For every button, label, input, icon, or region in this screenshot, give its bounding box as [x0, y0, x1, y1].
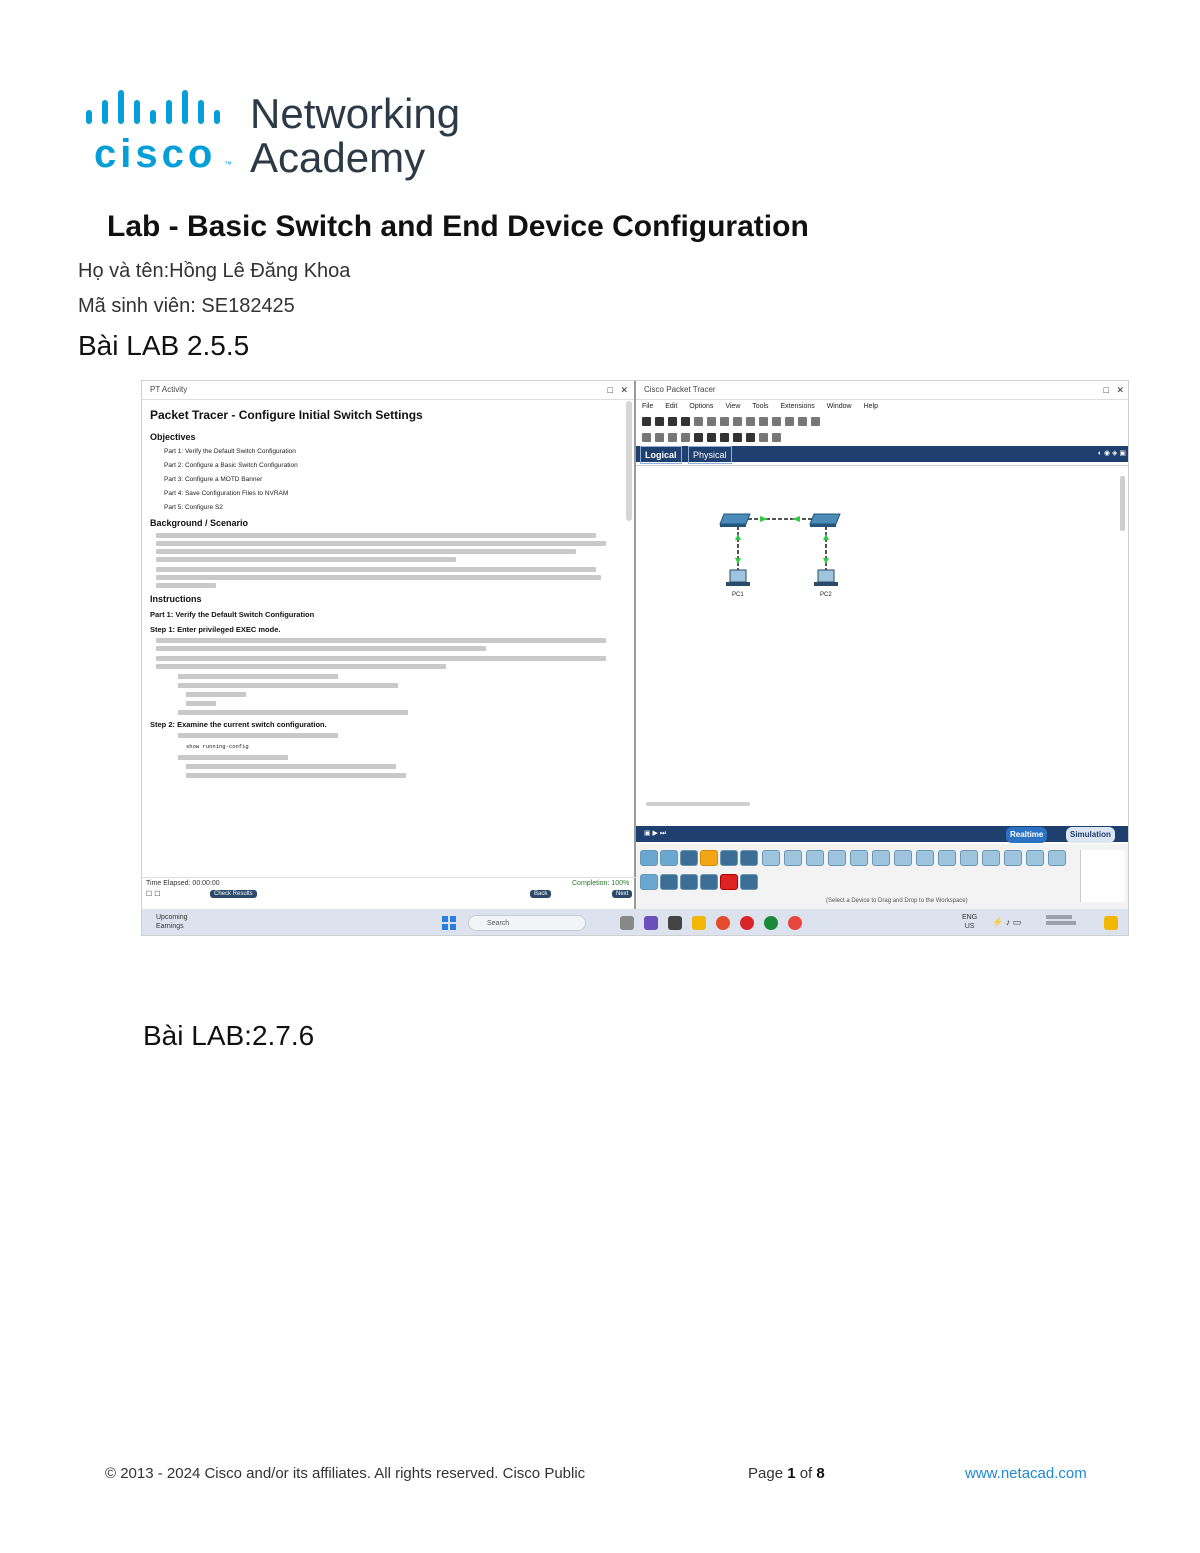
- ellipse-icon[interactable]: [733, 433, 742, 442]
- trademark-mark: ™: [224, 160, 232, 169]
- device-category-icon[interactable]: [720, 850, 738, 866]
- device-subcategory-icon[interactable]: [680, 874, 698, 890]
- device-category-icon[interactable]: [660, 850, 678, 866]
- page-current: 1: [787, 1465, 796, 1482]
- taskbar-clock[interactable]: [1046, 913, 1076, 927]
- file-explorer-icon[interactable]: [692, 916, 706, 930]
- router-model-icon[interactable]: [982, 850, 1000, 866]
- window-controls-icon[interactable]: □ ✕: [1103, 385, 1124, 395]
- browser-icon[interactable]: [716, 916, 730, 930]
- step2-command: show running-config: [186, 743, 249, 750]
- system-tray-icons[interactable]: ⚡ ♪ ▭: [992, 917, 1022, 927]
- doc-title: Packet Tracer - Configure Initial Switch Settings: [150, 408, 423, 422]
- lightning-connections-icon[interactable]: [700, 850, 718, 866]
- secondary-toolbar: [636, 430, 1129, 446]
- pc2-icon: [814, 570, 838, 586]
- chrome-icon[interactable]: [788, 916, 802, 930]
- mode-bar: [636, 826, 1129, 842]
- menu-view[interactable]: View: [725, 403, 741, 410]
- router-model-icon[interactable]: [1048, 850, 1066, 866]
- packet-tracer-screenshot: [141, 380, 1129, 936]
- device-category-icon[interactable]: [640, 850, 658, 866]
- menu-extensions[interactable]: Extensions: [780, 403, 815, 410]
- background-heading: Background / Scenario: [150, 518, 249, 528]
- section-heading-lab-2-5-5: Bài LAB 2.5.5: [78, 330, 250, 361]
- instructions-heading: Instructions: [150, 594, 202, 604]
- taskbar-weather-title: Upcoming: [156, 914, 188, 921]
- router-model-icon[interactable]: [784, 850, 802, 866]
- activity-wizard-icon[interactable]: [694, 417, 703, 426]
- zoom-in-icon[interactable]: [759, 417, 768, 426]
- copy-icon[interactable]: [707, 417, 716, 426]
- network-topology: [636, 466, 1129, 816]
- main-toolbar: [636, 414, 1129, 430]
- undo-icon[interactable]: [733, 417, 742, 426]
- menu-window[interactable]: Window: [826, 403, 852, 410]
- page-prefix: Page: [748, 1465, 788, 1482]
- taskbar-lang-sub: US: [964, 923, 975, 930]
- page-title: Lab - Basic Switch and End Device Configuration: [107, 210, 809, 243]
- pdu-list-panel[interactable]: [1080, 850, 1125, 902]
- menu-file[interactable]: File: [642, 403, 654, 410]
- task-view-icon[interactable]: [620, 916, 634, 930]
- app-icon[interactable]: [668, 916, 682, 930]
- step2-heading: Step 2: Examine the current switch configuration.: [150, 720, 327, 729]
- logical-workspace[interactable]: [636, 465, 1129, 816]
- footer-page-number: [748, 1465, 825, 1482]
- device-subcategory-icon[interactable]: [740, 874, 758, 890]
- cisco-networking-academy-logo: [82, 88, 482, 183]
- page-mid: of: [795, 1465, 817, 1482]
- device-tray: [636, 844, 1129, 909]
- pt-activity-titlebar: [142, 381, 634, 400]
- footer-url-link[interactable]: www.netacad.com: [965, 1465, 1087, 1482]
- logo-networking: Networking: [250, 90, 461, 137]
- router-model-icon[interactable]: [806, 850, 824, 866]
- section-heading-lab-2-7-6: Bài LAB:2.7.6: [143, 1020, 315, 1051]
- zoom-reset-icon[interactable]: [772, 417, 781, 426]
- router-model-icon[interactable]: [960, 850, 978, 866]
- router-model-icon[interactable]: [828, 850, 846, 866]
- objective-item: Part 2: Configure a Basic Switch Configuration: [164, 462, 298, 469]
- document-scrollbar[interactable]: [626, 401, 632, 521]
- page-total: 8: [816, 1465, 825, 1482]
- menu-tools[interactable]: Tools: [752, 403, 769, 410]
- notification-icon[interactable]: [1104, 916, 1118, 930]
- device-subcategory-icon[interactable]: [660, 874, 678, 890]
- print-icon[interactable]: [681, 417, 690, 426]
- check-results-button[interactable]: Check Results: [210, 890, 257, 898]
- freeform-icon[interactable]: [746, 433, 755, 442]
- draw-line-icon[interactable]: [707, 433, 716, 442]
- inspect-icon[interactable]: [655, 433, 664, 442]
- windows-start-icon[interactable]: [442, 916, 456, 930]
- taskbar-lang: ENG: [962, 914, 978, 921]
- step2-question: [150, 764, 626, 769]
- pc1-icon: [726, 570, 750, 586]
- router-model-icon[interactable]: [1026, 850, 1044, 866]
- switch-s2-icon: [810, 514, 840, 527]
- open-file-icon[interactable]: [655, 417, 664, 426]
- paste-icon[interactable]: [720, 417, 729, 426]
- router-model-icon[interactable]: [938, 850, 956, 866]
- step1-paragraph-2: [150, 656, 626, 669]
- logo-academy: Academy: [250, 134, 426, 181]
- router-model-icon[interactable]: [762, 850, 780, 866]
- packet-tracer-title: Cisco Packet Tracer: [644, 385, 716, 394]
- browser-icon[interactable]: [740, 916, 754, 930]
- activity-footer: [142, 877, 636, 910]
- objective-item: Part 4: Save Configuration Files to NVRAM: [164, 490, 289, 497]
- menu-options[interactable]: Options: [689, 403, 714, 410]
- objective-item: Part 1: Verify the Default Switch Configuration: [164, 448, 296, 455]
- device-category-icon[interactable]: [740, 850, 758, 866]
- next-button[interactable]: Next: [612, 890, 632, 898]
- step1-heading: Step 1: Enter privileged EXEC mode.: [150, 625, 281, 634]
- simulation-mode-button[interactable]: Simulation: [1066, 827, 1115, 843]
- device-subcategory-icon[interactable]: [720, 874, 738, 890]
- step1-substep: [150, 701, 626, 706]
- instructions-document: [142, 400, 634, 788]
- new-file-icon[interactable]: [642, 417, 651, 426]
- router-model-icon[interactable]: [894, 850, 912, 866]
- step2-substep: [150, 755, 626, 760]
- complex-pdu-icon[interactable]: [772, 433, 781, 442]
- footer-url-wrap: [965, 1465, 1087, 1482]
- step1-paragraph: [150, 638, 626, 651]
- router-model-icon[interactable]: [1004, 850, 1022, 866]
- step2-question: [150, 773, 626, 778]
- viewport-controls-icon[interactable]: ◐ ◉ ◈ ▣: [1097, 450, 1126, 457]
- palette-icon[interactable]: [798, 417, 807, 426]
- step1-substep: [150, 683, 626, 688]
- footer-copyright: © 2013 - 2024 Cisco and/or its affiliates. All rights reserved. Cisco Public: [105, 1465, 586, 1482]
- menu-bar: [636, 400, 1129, 414]
- note-icon[interactable]: [694, 433, 703, 442]
- custom-device-icon[interactable]: [811, 417, 820, 426]
- windows-taskbar: [142, 909, 1129, 936]
- menu-help[interactable]: Help: [863, 403, 878, 410]
- taskbar-search-input[interactable]: Search: [468, 915, 586, 931]
- save-icon[interactable]: [668, 417, 677, 426]
- time-elapsed: Time Elapsed: 00:00:00: [146, 880, 220, 887]
- back-button[interactable]: Back: [530, 890, 551, 898]
- packet-tracer-titlebar: [636, 381, 1129, 400]
- pt-activity-window: [142, 381, 636, 909]
- pc1-label: PC1: [732, 592, 744, 598]
- step1-substep: [150, 710, 626, 715]
- background-note: [150, 567, 626, 588]
- rectangle-icon[interactable]: [720, 433, 729, 442]
- step1-substep: [150, 692, 626, 697]
- window-controls-icon[interactable]: □ ✕: [607, 385, 628, 395]
- student-id: Mã sinh viên: SE182425: [78, 295, 295, 317]
- workspace-scrollbar: [1120, 476, 1125, 531]
- objectives-heading: Objectives: [150, 432, 196, 442]
- device-category-icon[interactable]: [680, 850, 698, 866]
- objective-item: Part 5: Configure S2: [164, 504, 223, 511]
- pt-activity-title: PT Activity: [150, 385, 188, 394]
- device-tray-hint: (Select a Device to Drag and Drop to the Workspace): [826, 898, 968, 904]
- packet-tracer-window: [636, 381, 1129, 909]
- pc2-label: PC2: [820, 592, 832, 598]
- step1-substep: [150, 674, 626, 679]
- menu-edit[interactable]: Edit: [665, 403, 678, 410]
- chrome-icon[interactable]: [764, 916, 778, 930]
- completion-score: Completion: 100%: [572, 880, 630, 887]
- part1-heading: Part 1: Verify the Default Switch Configuration: [150, 610, 315, 619]
- taskbar-language[interactable]: [962, 913, 977, 931]
- tab-logical[interactable]: Logical: [640, 446, 682, 464]
- taskbar-weather-sub: Earnings: [156, 923, 184, 930]
- device-subcategory-icon[interactable]: [640, 874, 658, 890]
- top-dock-checkboxes[interactable]: ☐ ☐: [146, 891, 161, 898]
- delete-icon[interactable]: [668, 433, 677, 442]
- cisco-bars-icon: [82, 88, 242, 132]
- realtime-mode-button[interactable]: Realtime: [1006, 827, 1047, 843]
- device-subcategory-icon[interactable]: [700, 874, 718, 890]
- chat-icon[interactable]: [644, 916, 658, 930]
- taskbar-news-widget[interactable]: [156, 913, 188, 931]
- pdu-icon[interactable]: [759, 433, 768, 442]
- router-model-icon[interactable]: [916, 850, 934, 866]
- router-model-icon[interactable]: [850, 850, 868, 866]
- select-icon[interactable]: [642, 433, 651, 442]
- redo-icon[interactable]: [746, 417, 755, 426]
- step2-substep: [150, 733, 626, 738]
- router-model-icon[interactable]: [872, 850, 890, 866]
- cisco-wordmark: cisco: [94, 132, 217, 176]
- objective-item: Part 3: Configure a MOTD Banner: [164, 476, 263, 483]
- workspace-tabbar: [636, 446, 1129, 462]
- student-name: Họ và tên:Hồng Lê Đăng Khoa: [78, 260, 351, 282]
- switch-s1-icon: [720, 514, 750, 527]
- workspace-hscrollbar: [646, 802, 750, 806]
- resize-icon[interactable]: [681, 433, 690, 442]
- background-paragraph: [150, 533, 626, 562]
- sim-time-controls-icon[interactable]: ▣ ▶ ⏭: [644, 830, 667, 837]
- tab-physical[interactable]: Physical: [688, 446, 732, 464]
- zoom-out-icon[interactable]: [785, 417, 794, 426]
